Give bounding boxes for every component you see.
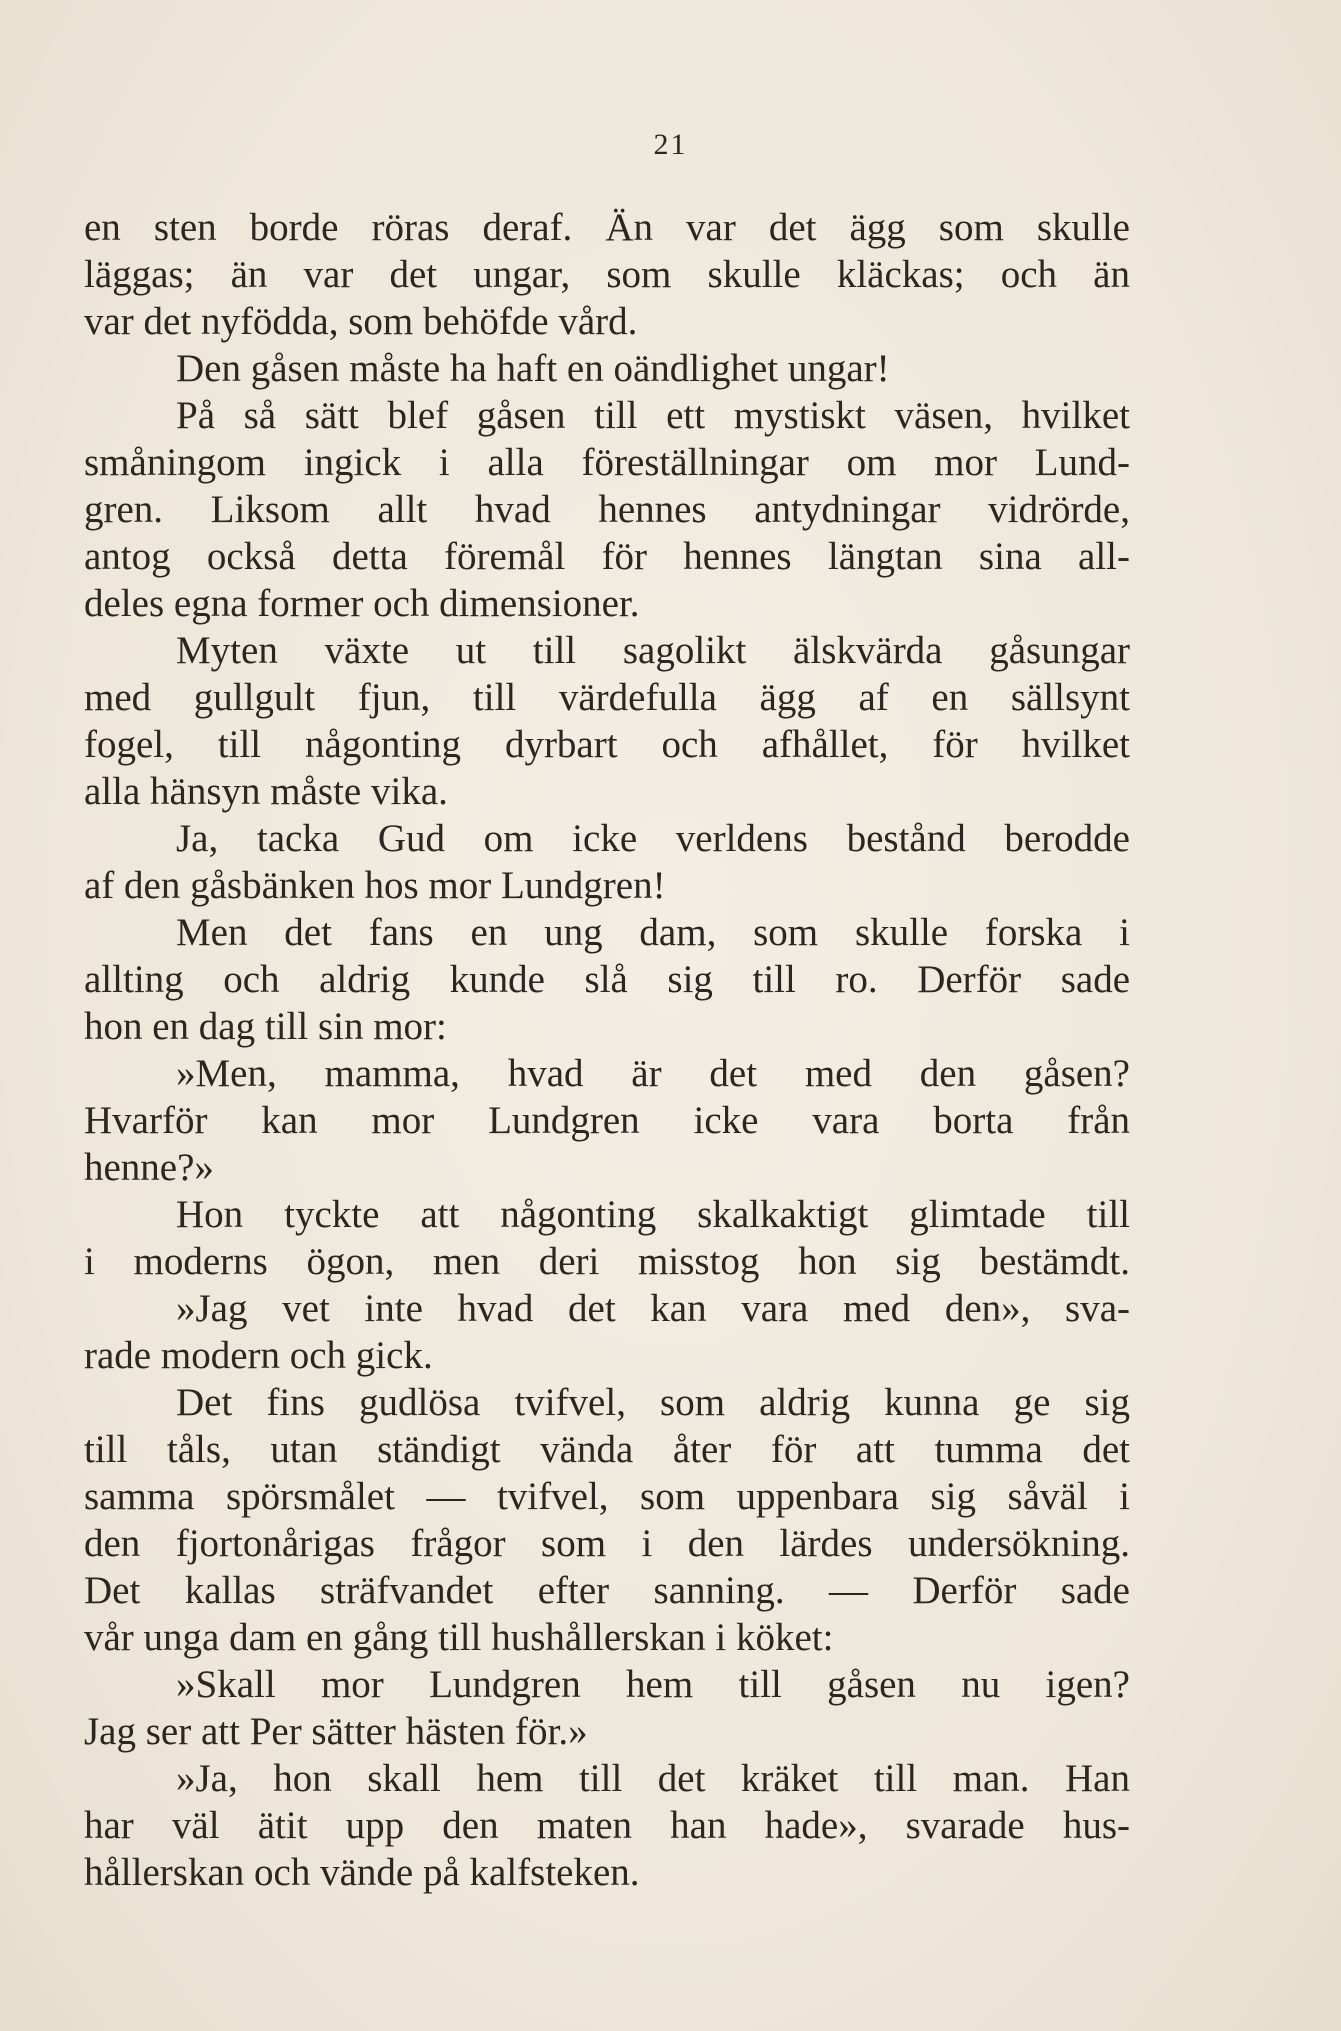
text-line: Hvarför kan mor Lundgren icke vara borta från	[84, 1099, 1130, 1142]
text-line: Ja, tacka Gud om icke verldens bestånd berodde	[176, 817, 1130, 860]
text-line: i moderns ögon, men deri misstog hon sig bestämdt.	[84, 1240, 1130, 1283]
text-line: hållerskan och vände på kalfsteken.	[84, 1851, 640, 1894]
text-line: antog också detta föremål för hennes längtan sina all-	[84, 535, 1130, 578]
text-line: »Jag vet inte hvad det kan vara med den», sva-	[176, 1287, 1130, 1330]
text-line: alla hänsyn måste vika.	[84, 770, 448, 813]
text-line: Hon tyckte att någonting skalkaktigt glimtade till	[176, 1193, 1130, 1236]
text-line: fogel, till någonting dyrbart och afhållet, för hvilket	[84, 723, 1130, 766]
text-line: Det fins gudlösa tvifvel, som aldrig kunna ge sig	[176, 1381, 1130, 1424]
text-line: var det nyfödda, som behöfde vård.	[84, 300, 638, 343]
text-line: »Ja, hon skall hem till det kräket till man. Han	[176, 1757, 1130, 1800]
text-line: samma spörsmålet — tvifvel, som uppenbara sig såväl i	[84, 1475, 1130, 1518]
body-text	[84, 204, 1130, 1896]
text-line: med gullgult fjun, till värdefulla ägg af en sällsynt	[84, 676, 1130, 719]
page-number: 21	[653, 128, 688, 161]
text-line: småningom ingick i alla föreställningar om mor Lund-	[84, 441, 1130, 484]
text-line: allting och aldrig kunde slå sig till ro. Derför sade	[84, 958, 1130, 1001]
text-line: Jag ser att Per sätter hästen för.»	[84, 1710, 588, 1753]
text-line: en sten borde röras deraf. Än var det ägg som skulle	[84, 206, 1130, 249]
text-line: den fjortonårigas frågor som i den lärdes undersökning.	[84, 1522, 1130, 1565]
text-line: På så sätt blef gåsen till ett mystiskt väsen, hvilket	[176, 394, 1130, 437]
text-line: rade modern och gick.	[84, 1334, 433, 1377]
text-line: »Skall mor Lundgren hem till gåsen nu igen?	[176, 1663, 1130, 1706]
text-line: deles egna former och dimensioner.	[84, 582, 640, 625]
text-line: läggas; än var det ungar, som skulle kläckas; och än	[84, 253, 1130, 296]
text-line: till tåls, utan ständigt vända åter för att tumma det	[84, 1428, 1130, 1471]
text-line: Det kallas sträfvandet efter sanning. — Derför sade	[84, 1569, 1130, 1612]
text-line: gren. Liksom allt hvad hennes antydningar vidrörde,	[84, 488, 1130, 531]
text-line: af den gåsbänken hos mor Lundgren!	[84, 864, 666, 907]
text-line: »Men, mamma, hvad är det med den gåsen?	[176, 1052, 1130, 1095]
text-line: Myten växte ut till sagolikt älskvärda gåsungar	[176, 629, 1130, 672]
text-line: Den gåsen måste ha haft en oändlighet ungar!	[176, 347, 890, 390]
text-line: henne?»	[84, 1146, 214, 1189]
text-line: har väl ätit upp den maten han hade», svarade hus-	[84, 1804, 1130, 1847]
text-line: vår unga dam en gång till hushållerskan i köket:	[84, 1616, 834, 1659]
text-line: hon en dag till sin mor:	[84, 1005, 447, 1048]
text-line: Men det fans en ung dam, som skulle forska i	[176, 911, 1130, 954]
